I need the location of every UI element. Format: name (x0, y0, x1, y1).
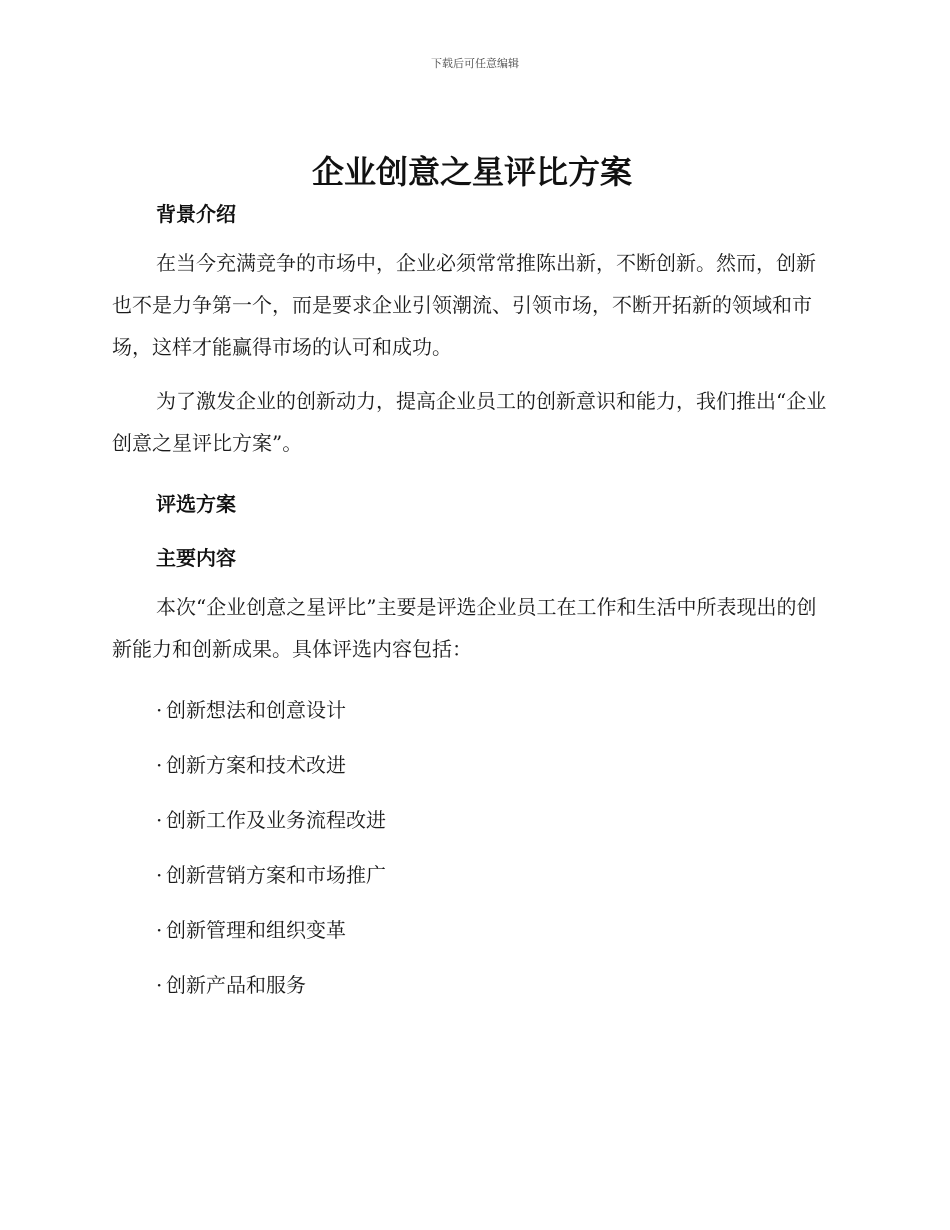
paragraph-background-1: 在当今充满竞争的市场中，企业必须常常推陈出新，不断创新。然而，创新也不是力争第一个，而是要求企业引领潮流、引领市场，不断开拓新的领域和市场，这样才能赢得市场的认可和成功。 (112, 251, 816, 359)
document-title: 企业创意之星评比方案 (311, 153, 632, 191)
paragraph-main-content: 本次“企业创意之星评比”主要是评选企业员工在工作和生活中所表现出的创新能力和创新成果。具体评选内容包括： (112, 595, 817, 661)
list-item-text: 创新想法和创意设计 (166, 698, 346, 722)
document-body (112, 150, 832, 1026)
list-item-text: 创新工作及业务流程改进 (166, 808, 386, 832)
list-item (156, 806, 832, 834)
bullet-marker: · (156, 698, 163, 722)
paragraph-background-2: 为了激发企业的创新动力，提高企业员工的创新意识和能力，我们推出“企业创意之星评比方案”。 (112, 389, 827, 455)
list-item-text: 创新营销方案和市场推广 (166, 863, 386, 887)
heading-background: 背景介绍 (156, 202, 236, 226)
heading-plan: 评选方案 (156, 492, 236, 516)
list-item (156, 751, 832, 779)
list-item-text: 创新管理和组织变革 (166, 918, 346, 942)
criteria-list (112, 696, 832, 999)
list-item-text: 创新方案和技术改进 (166, 753, 346, 777)
heading-main-content: 主要内容 (156, 546, 236, 570)
list-item (156, 971, 832, 999)
list-item (156, 696, 832, 724)
bullet-marker: · (156, 973, 163, 997)
list-item-text: 创新产品和服务 (166, 973, 306, 997)
bullet-marker: · (156, 753, 163, 777)
bullet-marker: · (156, 918, 163, 942)
list-item (156, 916, 832, 944)
bullet-marker: · (156, 863, 163, 887)
bullet-marker: · (156, 808, 163, 832)
list-item (156, 861, 832, 889)
header-note: 下载后可任意编辑 (431, 57, 519, 70)
